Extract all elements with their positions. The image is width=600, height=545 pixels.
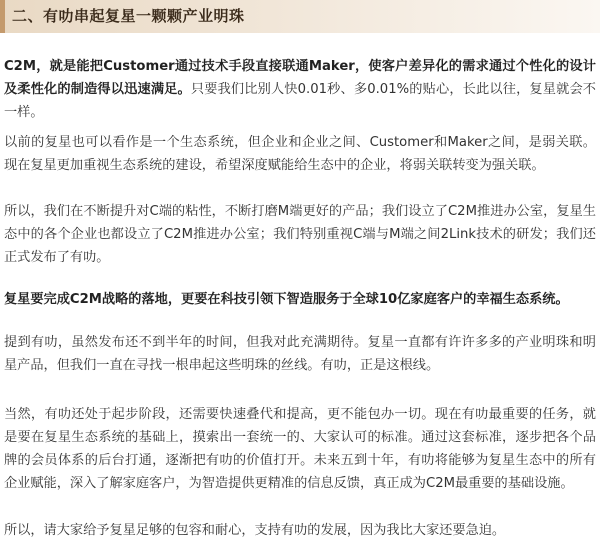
- paragraph-c2m-definition: [4, 55, 596, 124]
- paragraph-c2m-definition-rest: 只要我们比别人快0.01秒、多0.01%的贴心，长此以往，复星就会不一样。: [4, 82, 596, 120]
- paragraph-c2m-strategy: 复星要完成C2M战略的落地，更要在科技引领下智造服务于全球10亿家庭客户的幸福生态系统。: [4, 292, 569, 307]
- paragraph-closing: 所以，请大家给予复星足够的包容和耐心，支持有叻的发展，因为我比大家还要急迫。: [4, 523, 506, 538]
- paragraph-youle-mission: 当然，有叻还处于起步阶段，还需要快速叠代和提高，更不能包办一切。现在有叻最重要的任务，就是要在复星生态系统的基础上，摸索出一套统一的、大家认可的标准。通过这套标准，逐步把各个品牌的会员体系的后台打通，逐渐把有叻的价值打开。未来五到十年，有叻将能够为复星生态中的所有企业赋能，深入了解家庭客户，为智造提供更精准的信息反馈，真正成为C2M最重要的基础设施。: [4, 407, 596, 491]
- section-header: [0, 0, 600, 33]
- paragraph-ecosystem: 以前的复星也可以看作是一个生态系统，但企业和企业之间、Customer和Maker之间，是弱关联。现在复星更加重视生态系统的建设，希望深度赋能给生态中的企业，将弱关联转变为强关联。: [4, 135, 596, 173]
- header-accent-bar: [0, 0, 5, 33]
- section-title: 二、有叻串起复星一颗颗产业明珠: [12, 7, 245, 25]
- paragraph-youle-thread: 提到有叻，虽然发布还不到半年的时间，但我对此充满期待。复星一直都有许许多多的产业明珠和明星产品，但我们一直在寻找一根串起这些明珠的丝线。有叻，正是这根线。: [4, 335, 596, 373]
- paragraph-c2m-office: 所以，我们在不断提升对C端的粘性，不断打磨M端更好的产品；我们设立了C2M推进办公室，复星生态中的各个企业也都设立了C2M推进办公室；我们特别重视C端与M端之间2Link技术的研发；我们还正式发布了有叻。: [4, 204, 596, 265]
- paragraph-c2m-definition-bold: C2M，就是能把Customer通过技术手段直接联通Maker，使客户差异化的需求通过个性化的设计及柔性化的制造得以迅速满足。: [4, 59, 596, 97]
